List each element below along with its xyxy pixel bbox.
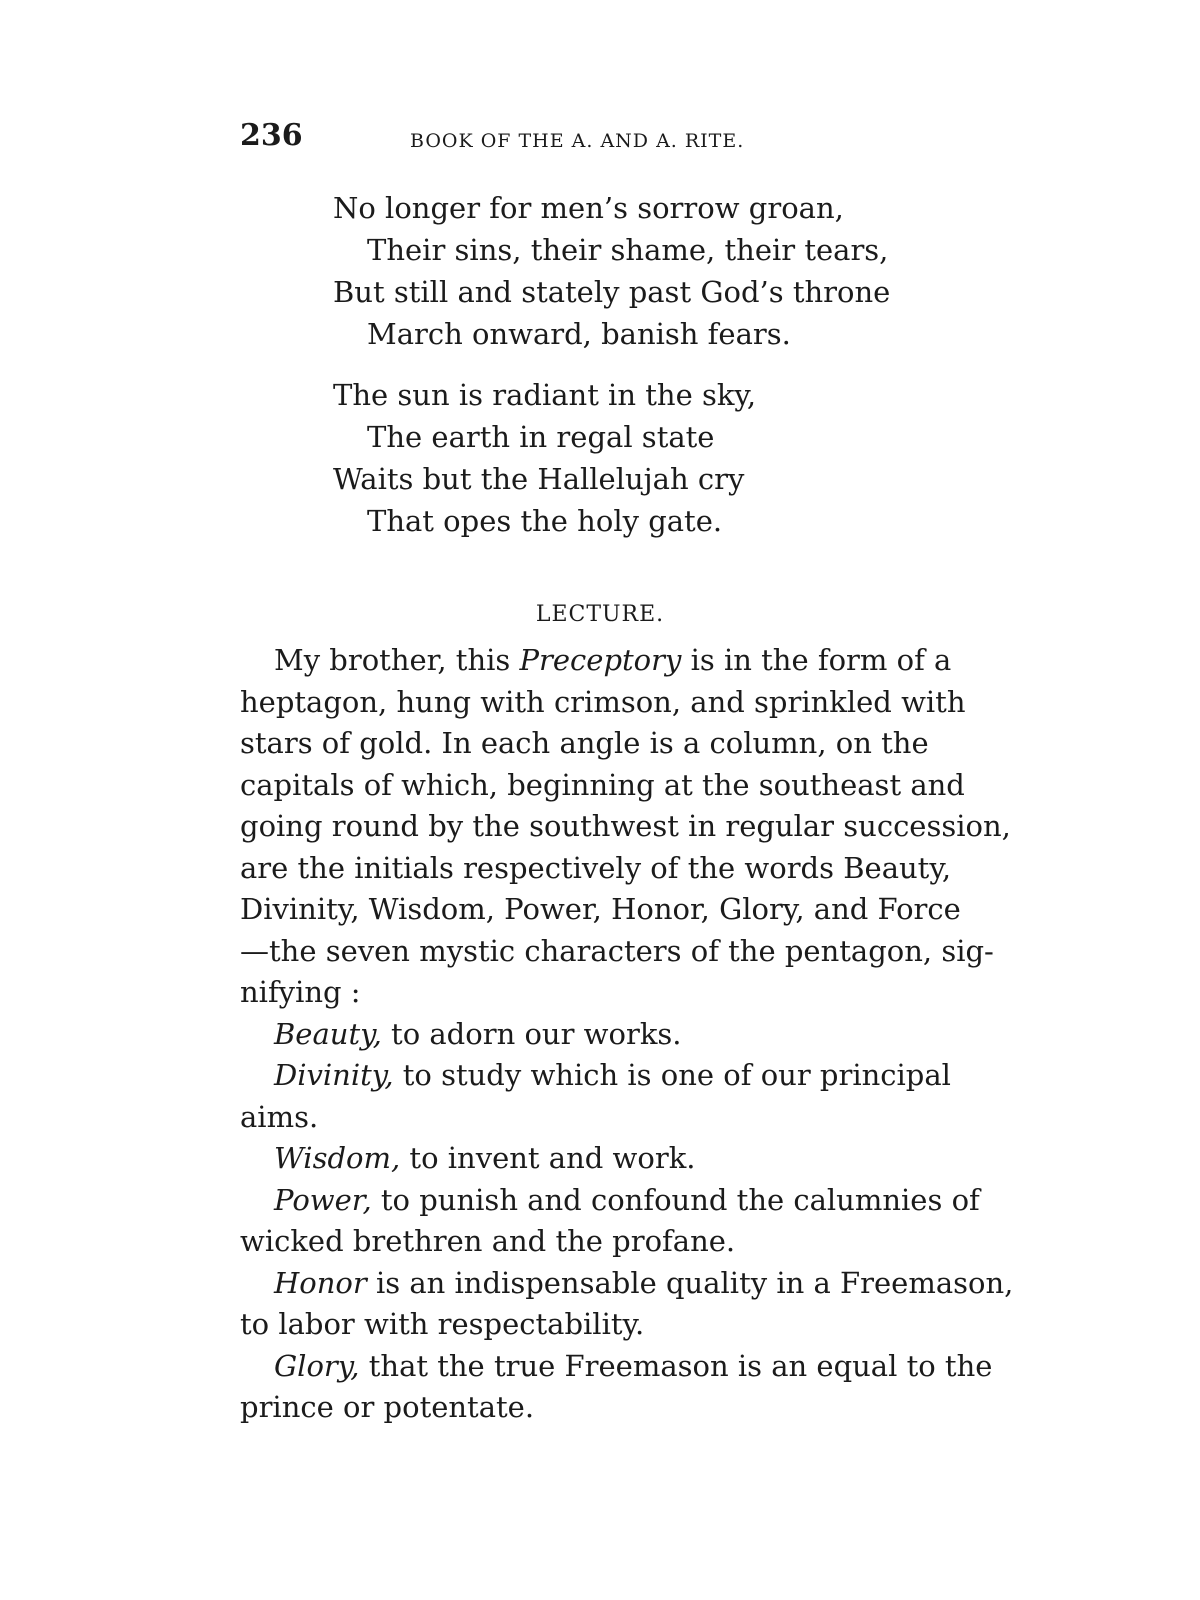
text-line: heptagon, hung with crimson, and sprinkled with [240, 684, 966, 719]
poem-line: That opes the holy gate. [367, 504, 723, 538]
text-line [240, 1180, 985, 1222]
text-line: wicked brethren and the profane. [240, 1224, 736, 1258]
page-number: 236 [240, 118, 303, 153]
text-line: —the seven mystic characters of the pentagon, sig- [240, 933, 994, 968]
text-line [240, 1138, 985, 1180]
poem-line: Their sins, their shame, their tears, [367, 233, 889, 267]
poem-line: The sun is radiant in the sky, [333, 378, 757, 412]
running-head: BOOK OF THE A. AND A. RITE. [410, 130, 745, 152]
virtue-term: Wisdom, [274, 1141, 401, 1175]
text-line [240, 1263, 1014, 1305]
lecture-body [240, 640, 1014, 1429]
text-line: going round by the southwest in regular succession, [240, 809, 1011, 843]
text-line: to labor with respectability. [240, 1307, 645, 1341]
virtue-item-honor [240, 1263, 1014, 1346]
virtue-term: Glory, [274, 1348, 360, 1383]
text-line [240, 640, 985, 682]
poem-stanza-1 [333, 187, 890, 355]
emphasis-preceptory: Preceptory [519, 643, 682, 677]
poem-stanza-2 [333, 374, 756, 542]
text-run: to study which is one of our principal [393, 1058, 951, 1092]
poem-line: Waits but the Hallelujah cry [333, 462, 745, 496]
text-line [240, 1346, 993, 1388]
virtue-item-divinity [240, 1055, 985, 1138]
lecture-heading: LECTURE. [535, 602, 665, 627]
virtue-item-glory [240, 1346, 993, 1429]
virtue-term: Beauty, [274, 1016, 382, 1051]
text-run: to adorn our works. [381, 1016, 682, 1051]
virtue-item-wisdom [240, 1138, 985, 1180]
text-line: prince or potentate. [240, 1390, 535, 1424]
virtue-term: Honor [274, 1265, 367, 1300]
poem-line: March onward, banish fears. [367, 317, 791, 351]
virtue-item-power [240, 1180, 985, 1263]
text-line: capitals of which, beginning at the southeast and [240, 767, 965, 802]
virtue-item-beauty [240, 1014, 985, 1056]
poem-line: No longer for men’s sorrow groan, [333, 191, 844, 225]
text-run: that the true Freemason is an equal to the [359, 1348, 993, 1383]
text-run: is an indispensable quality in a Freemason, [366, 1265, 1014, 1300]
text-line: are the initials respectively of the words Beauty, [240, 850, 952, 885]
lecture-intro-paragraph [240, 640, 1011, 1014]
text-run: is in the form of a [681, 643, 952, 677]
virtue-term: Power, [274, 1182, 372, 1217]
text-line [240, 1055, 985, 1097]
text-line: aims. [240, 1099, 319, 1134]
text-run: My brother, this [274, 643, 520, 677]
text-line: stars of gold. In each angle is a column, on the [240, 726, 929, 760]
poem-line: The earth in regal state [367, 420, 715, 454]
virtue-term: Divinity, [274, 1058, 394, 1092]
page-header [240, 118, 985, 158]
poem-line: But still and stately past God’s throne [333, 275, 891, 309]
text-line: Divinity, Wisdom, Power, Honor, Glory, and Force [240, 892, 961, 926]
text-run: to punish and confound the calumnies of [371, 1182, 980, 1217]
text-line [240, 1014, 985, 1056]
text-run: to invent and work. [400, 1141, 696, 1175]
text-line: nifying : [240, 975, 361, 1009]
